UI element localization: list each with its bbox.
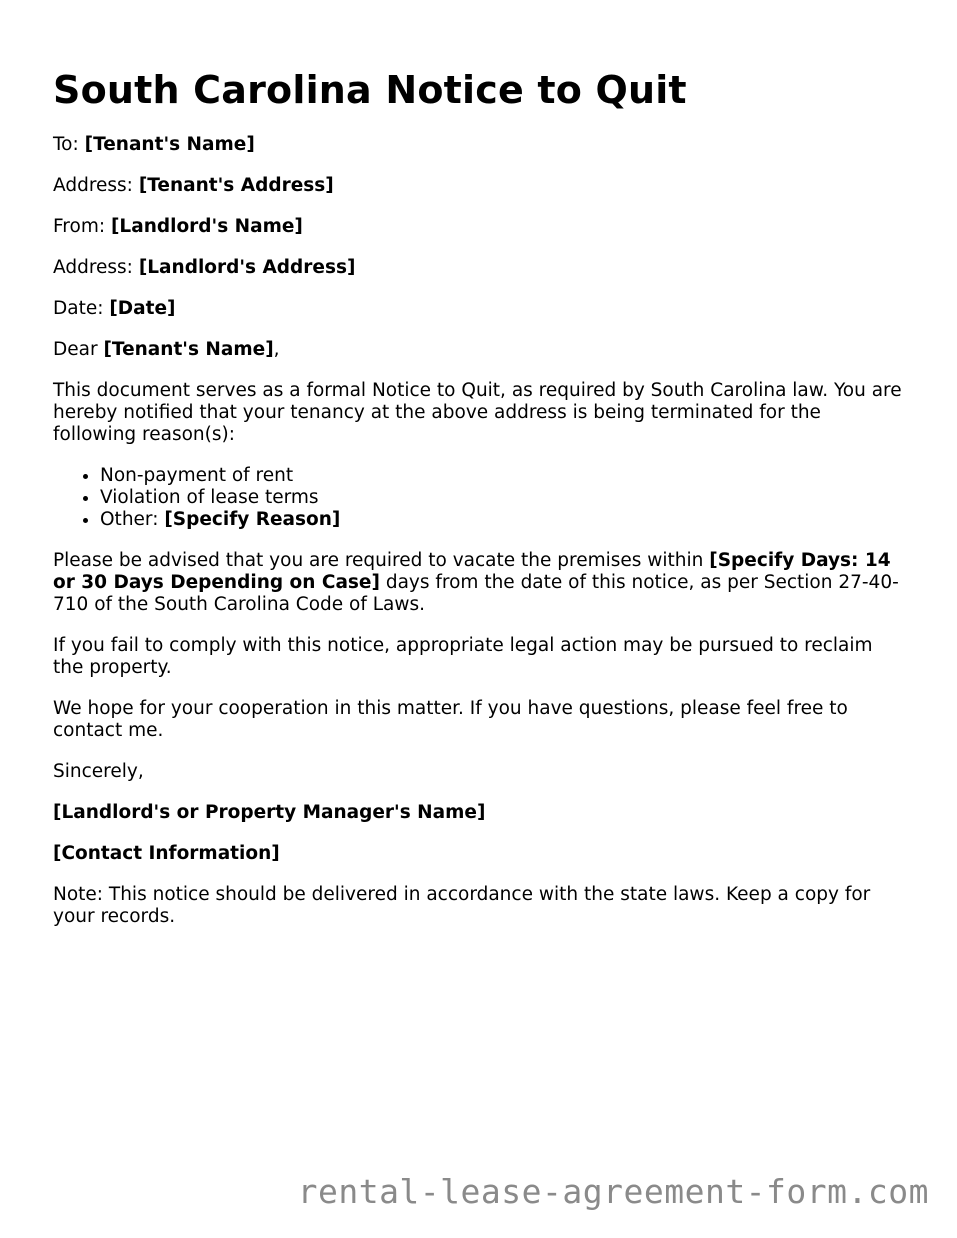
note-paragraph: Note: This notice should be delivered in accordance with the state laws. Keep a copy for your records. [53,884,871,927]
date-label: Date: [53,298,104,319]
watermark: rental-lease-agreement-form.com [297,1172,929,1211]
list-item: • Violation of lease terms [100,487,903,509]
list-item [100,509,903,531]
closing: Sincerely, [53,761,144,782]
from-value: [Landlord's Name] [110,216,303,237]
reasons-list [53,465,903,531]
landlord-address-value: [Landlord's Address] [138,257,356,278]
fail-paragraph: If you fail to comply with this notice, appropriate legal action may be pursued to reclaim the property. [53,635,873,678]
to-label: To: [53,134,79,155]
document-title: South Carolina Notice to Quit [53,68,687,112]
tenant-address-value: [Tenant's Address] [138,175,334,196]
vacate-days: [Specify Days: 14 or 30 Days Depending on Case] [53,550,891,593]
salutation-name: [Tenant's Name] [103,339,274,360]
contact-info: [Contact Information] [53,843,280,864]
to-field [53,134,903,156]
from-label: From: [53,216,106,237]
salutation-prefix: Dear [53,339,98,360]
signer-name: [Landlord's or Property Manager's Name] [53,802,486,823]
date-field [53,298,903,320]
document-page [53,64,903,947]
tenant-address-label: Address: [53,175,133,196]
other-reason-value: [Specify Reason] [164,509,341,530]
intro-paragraph: This document serves as a formal Notice to Quit, as required by South Carolina law. You are hereby notified that your tenancy at the above address is being terminated for the following reason(s): [53,380,902,445]
date-value: [Date] [109,298,176,319]
to-value: [Tenant's Name] [84,134,255,155]
landlord-address-field [53,257,903,279]
signer-name-line [53,802,903,824]
hope-paragraph: We hope for your cooperation in this matter. If you have questions, please feel free to contact me. [53,698,848,741]
salutation [53,339,903,361]
landlord-address-label: Address: [53,257,133,278]
contact-info-line [53,843,903,865]
other-reason-label: Other: [100,509,159,530]
vacate-after: days from the date of this notice, as per Section 27-40-710 of the South Carolina Code of Laws. [53,572,899,615]
salutation-suffix: , [273,339,280,360]
vacate-paragraph [53,550,903,616]
tenant-address-field [53,175,903,197]
list-item: • Non-payment of rent [100,465,903,487]
from-field [53,216,903,238]
vacate-before: Please be advised that you are required to vacate the premises within [53,550,704,571]
